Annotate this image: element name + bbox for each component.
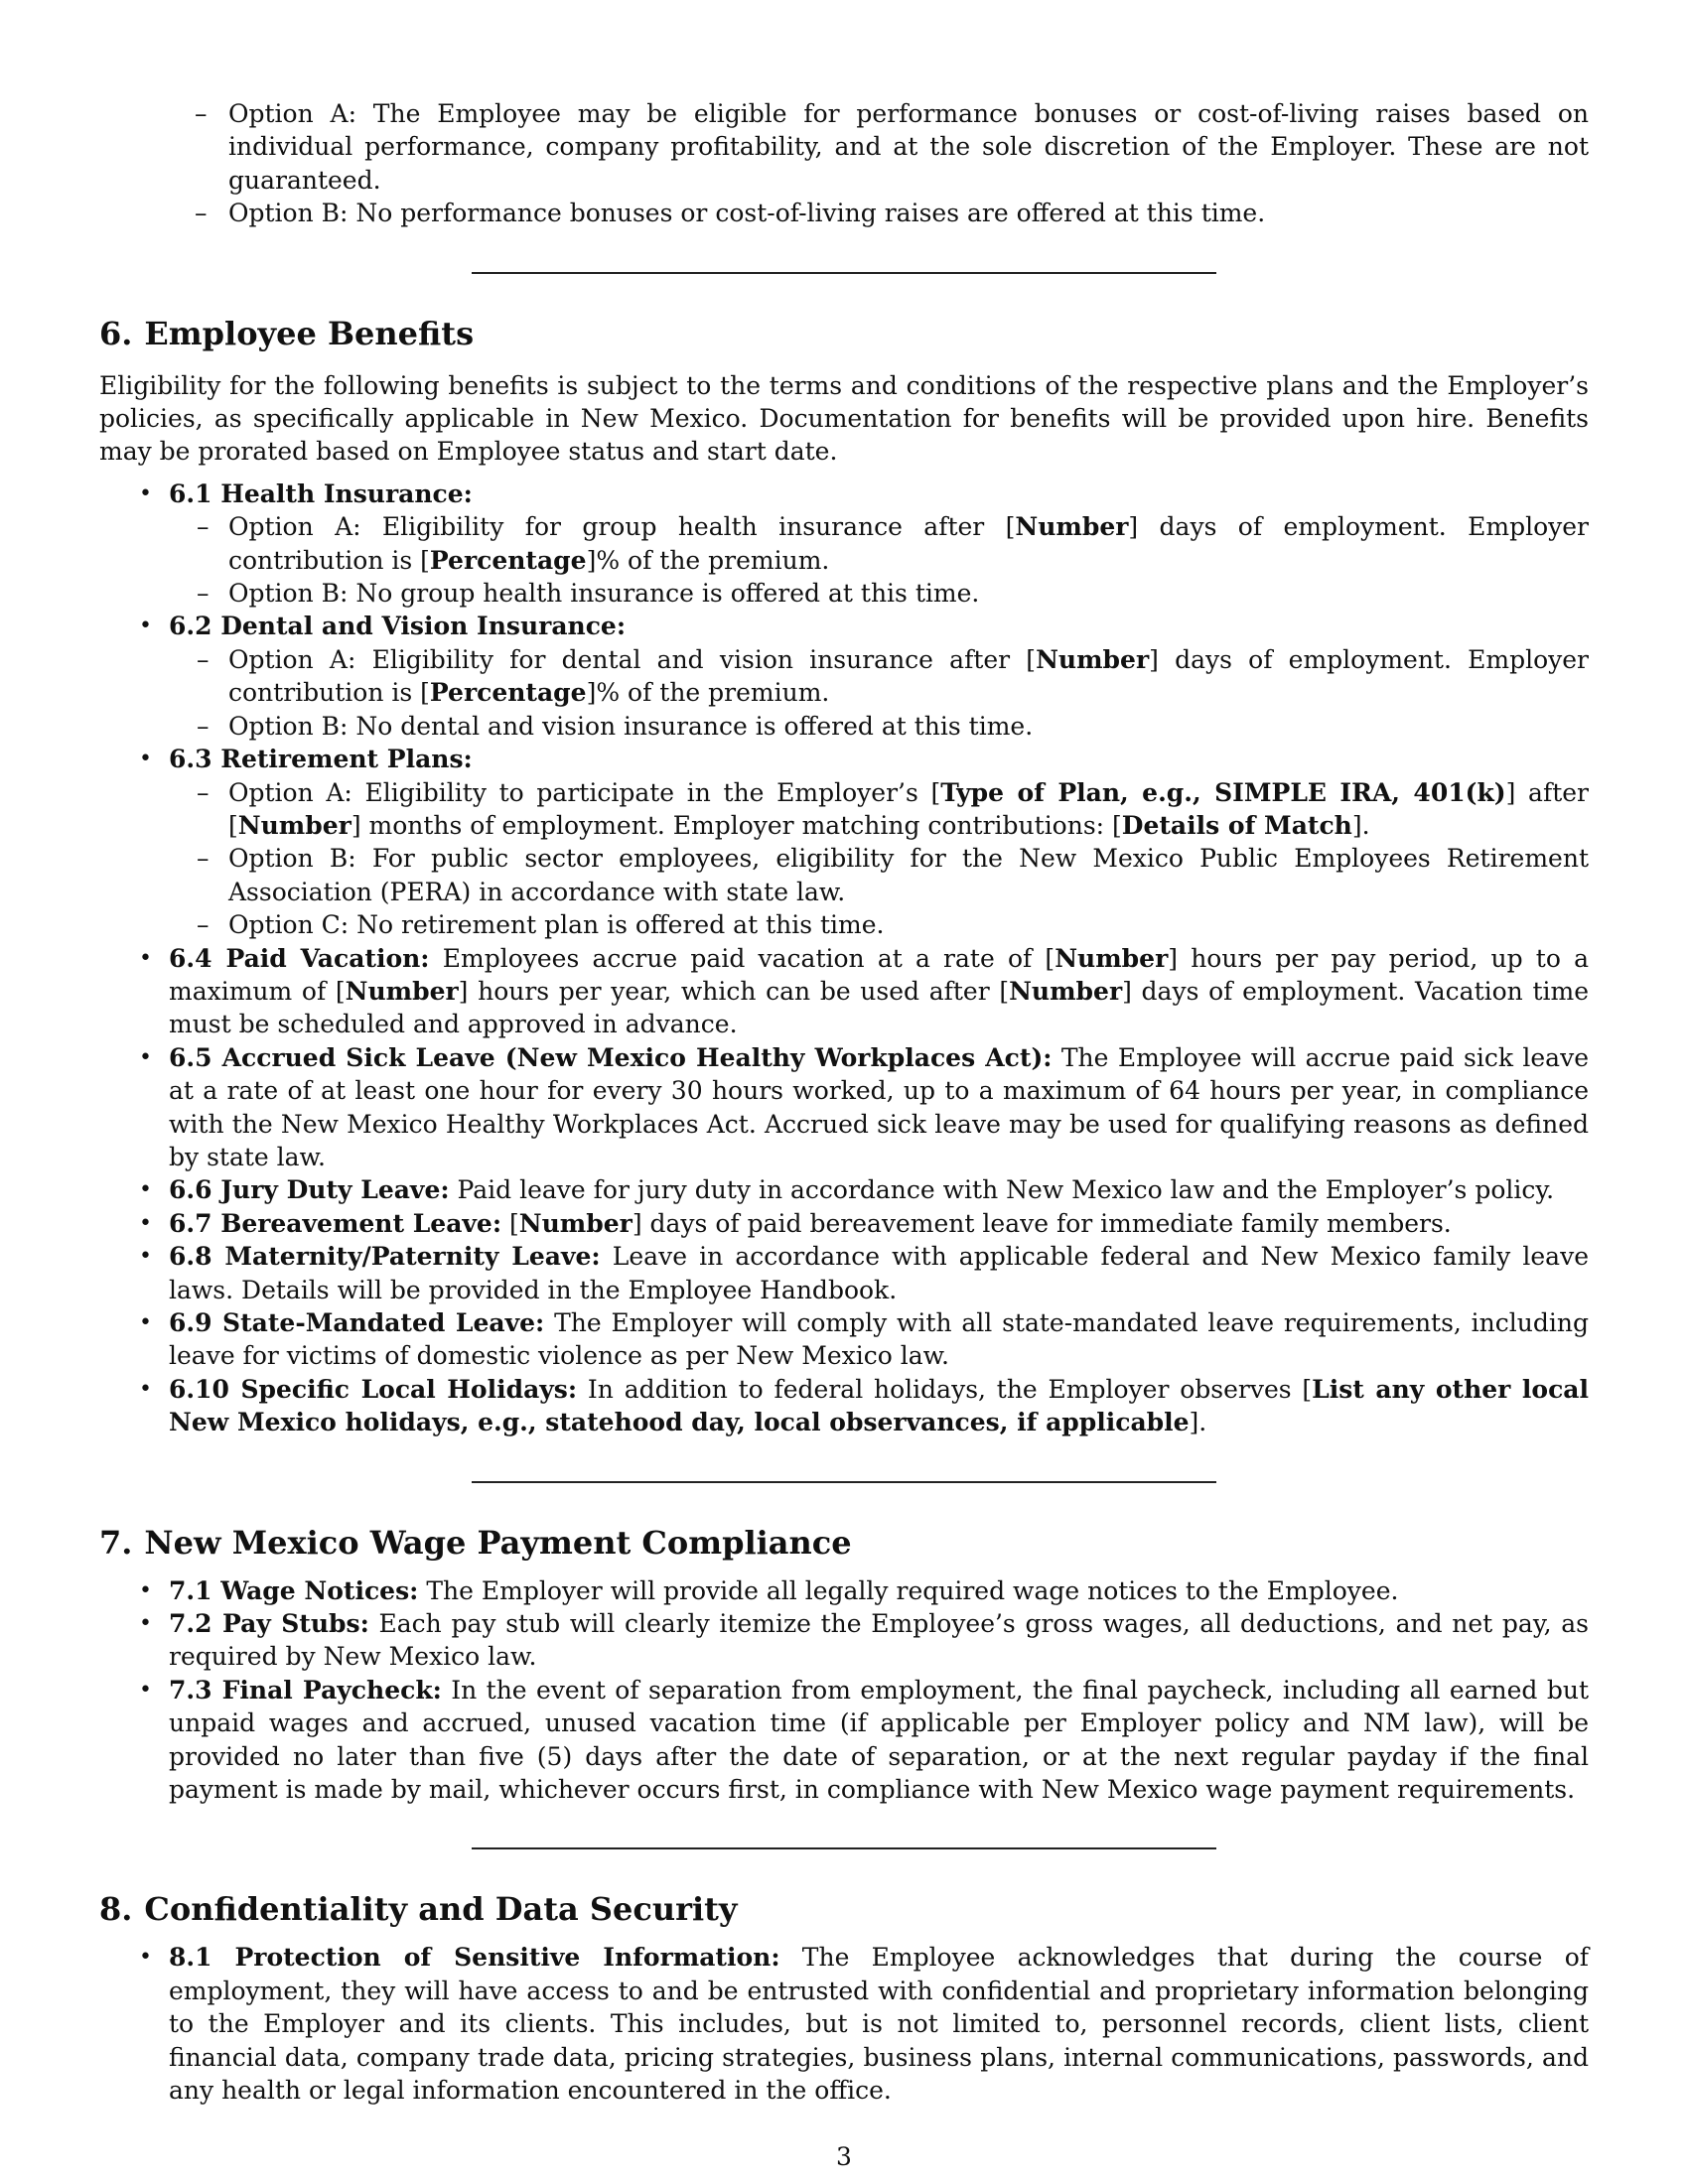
list-item: – Option B: No group health insurance is offered at this time. — [197, 579, 980, 609]
list-item: – Option A: Eligibility for dental and vision insurance after [Number] days of employment. Employer contribution is [Percentage]% of the premium. — [197, 644, 1589, 708]
list-item: – Option C: No retirement plan is offered at this time. — [197, 910, 885, 940]
list-item: • 6.8 Maternity/Paternity Leave: Leave in accordance with applicable federal and New Mexico family leave laws. Details will be provided in the Employee Handbook. — [139, 1242, 1589, 1304]
benefits-list — [99, 478, 1589, 1439]
bonus-options-list — [99, 97, 1589, 230]
list-item: – Option A: The Employee may be eligible for performance bonuses or cost-of-living raises based on individual performance, company profitability, and at the sole discretion of the Employer. These are not guaranteed. — [195, 99, 1589, 195]
list-item: • 6.3 Retirement Plans: – Option A: Eligibility to participate in the Employer’s [Type of Plan, e.g., SIMPLE IRA, 401(k)] after [Number] months of employment. Employer matching contributions: [Details of Match]. – Option B: For public sector employees, eligibility for the New Mexico Public Employees Retirement Association (PERA) in accordance with state law. – Option C: No retirement plan is offered at this time. — [99, 743, 1589, 941]
list-item: – Option A: Eligibility to participate in the Employer’s [Type of Plan, e.g., SIMPLE IRA, 401(k)] after [Number] months of employment. Employer matching contributions: [Details of Match]. — [197, 777, 1589, 840]
page-number: 3 — [836, 2142, 852, 2171]
list-item: – Option B: No performance bonuses or cost-of-living raises are offered at this time. — [195, 199, 1266, 228]
list-item: • 6.10 Specific Local Holidays: In addition to federal holidays, the Employer observes [List any other local New Mexico holidays, e.g., statehood day, local observances, if applicable]. — [139, 1374, 1589, 1437]
list-item: • 6.7 Bereavement Leave: [Number] days of paid bereavement leave for immediate family members. — [139, 1208, 1452, 1238]
confidentiality-list — [99, 1941, 1589, 2107]
list-item: – Option A: Eligibility for group health insurance after [Number] days of employment. Employer contribution is [Percentage]% of the premium. — [197, 512, 1589, 575]
list-item: • 6.1 Health Insurance: – Option A: Eligibility for group health insurance after [Number] days of employment. Employer contribution is [Percentage]% of the premium. – Option B: No group health insurance is offered at this time. — [99, 478, 1589, 611]
wage-compliance-list — [99, 1574, 1589, 1807]
list-item: • 6.9 State-Mandated Leave: The Employer will comply with all state-mandated leave requirements, including leave for victims of domestic violence as per New Mexico law. — [139, 1308, 1589, 1371]
list-item: • 6.4 Paid Vacation: Employees accrue paid vacation at a rate of [Number] hours per pay period, up to a maximum of [Number] hours per year, which can be used after [Number] days of employment. Vacation time must be scheduled and approved in advance. — [139, 943, 1589, 1039]
section-heading-7: 7. New Mexico Wage Payment Compliance — [99, 1523, 852, 1562]
list-item: • 7.1 Wage Notices: The Employer will provide all legally required wage notices to the Employee. — [139, 1575, 1399, 1605]
list-item: • 6.6 Jury Duty Leave: Paid leave for jury duty in accordance with New Mexico law and the Employer’s policy. — [139, 1175, 1555, 1205]
list-item: • 6.2 Dental and Vision Insurance: – Option A: Eligibility for dental and vision insurance after [Number] days of employment. Employer contribution is [Percentage]% of the premium. – Option B: No dental and vision insurance is offered at this time. — [99, 610, 1589, 743]
section-6-intro: Eligibility for the following benefits is subject to the terms and conditions of the respective plans and the Employer’s policies, as specifically applicable in New Mexico. Documentation for benefits will be provided upon hire. Benefits may be prorated based on Employee status and start date. — [99, 370, 1589, 467]
list-item: – Option B: No dental and vision insurance is offered at this time. — [197, 711, 1034, 741]
list-item: • 7.3 Final Paycheck: In the event of separation from employment, the final paycheck, including all earned but unpaid wages and accrued, unused vacation time (if applicable per Employer policy and NM law), will be provided no later than five (5) days after the date of separation, or at the next regular payday if the final payment is made by mail, whichever occurs first, in compliance with New Mexico wage payment requirements. — [139, 1675, 1589, 1805]
list-item: • 7.2 Pay Stubs: Each pay stub will clearly itemize the Employee’s gross wages, all deductions, and net pay, as required by New Mexico law. — [139, 1609, 1589, 1672]
list-item: • 6.5 Accrued Sick Leave (New Mexico Healthy Workplaces Act): The Employee will accrue paid sick leave at a rate of at least one hour for every 30 hours worked, up to a maximum of 64 hours per year, in compliance with the New Mexico Healthy Workplaces Act. Accrued sick leave may be used for qualifying reasons as defined by state law. — [139, 1042, 1589, 1171]
document-page — [99, 97, 1589, 2108]
list-item: • 8.1 Protection of Sensitive Information: The Employee acknowledges that during the course of employment, they will have access to and be entrusted with confidential and proprietary information belonging to the Employer and its clients. This includes, but is not limited to, personnel records, client lists, client financial data, company trade data, pricing strategies, business plans, internal communications, passwords, and any health or legal information encountered in the office. — [139, 1943, 1590, 2106]
list-item: – Option B: For public sector employees, eligibility for the New Mexico Public Employees Retirement Association (PERA) in accordance with state law. — [197, 844, 1589, 906]
section-heading-6: 6. Employee Benefits — [99, 314, 475, 352]
section-heading-8: 8. Confidentiality and Data Security — [99, 1890, 738, 1929]
